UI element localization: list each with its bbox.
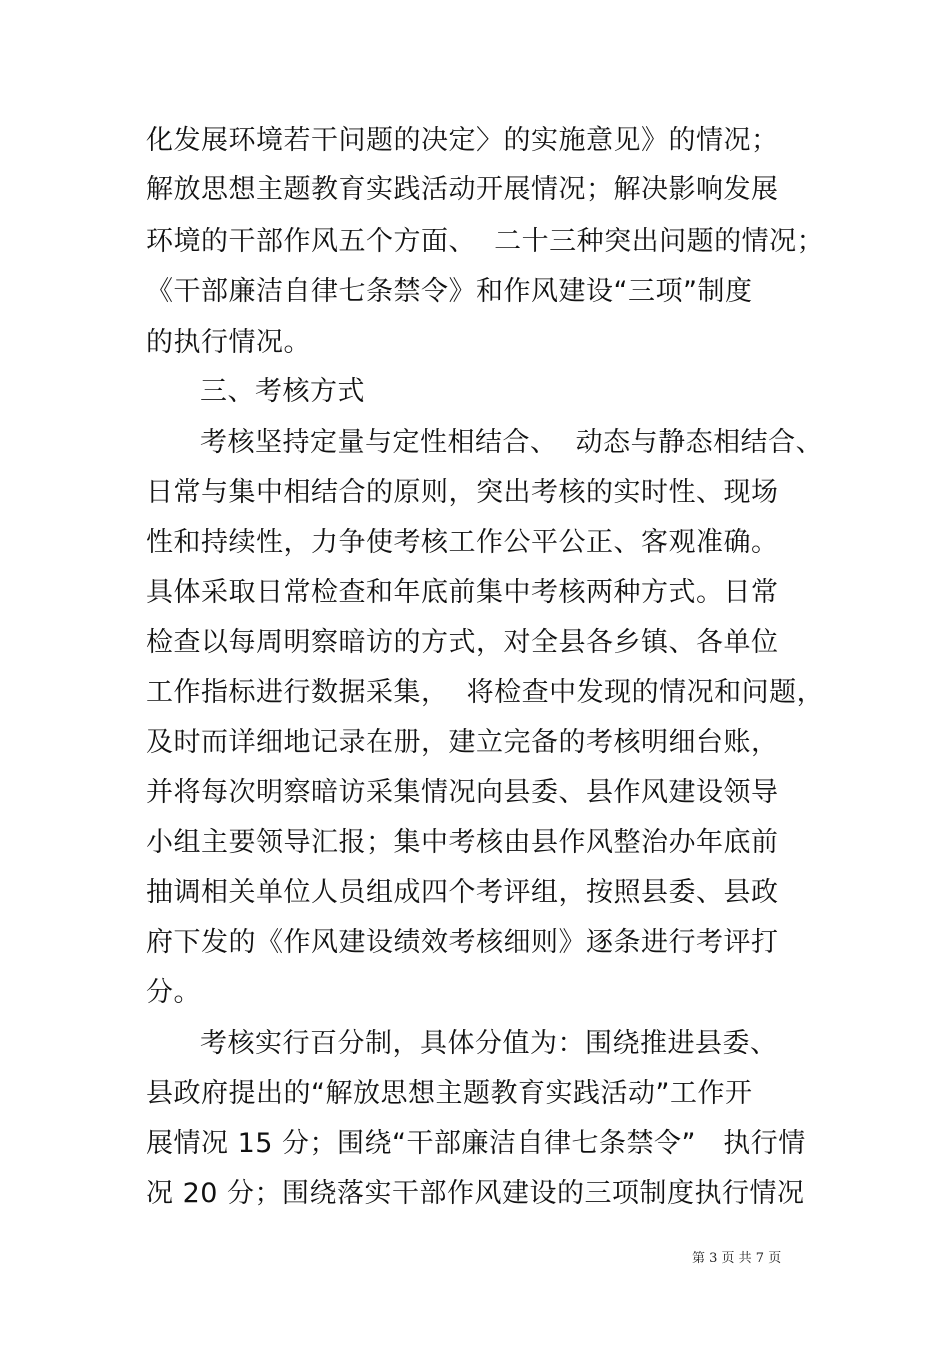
text-line-4: 《干部廉洁自律七条禁令》和作风建设“三项”制度 [146,276,753,307]
text-line-18: 分。 [146,977,201,1008]
text-line-12: 工作指标进行数据采集， 将检查中发现的情况和问题， [146,677,825,708]
text-line-20: 县政府提出的“解放思想主题教育实践活动”工作开 [146,1078,753,1109]
text-line-13: 及时而详细地记录在册，建立完备的考核明细台账， [146,727,779,758]
text-line-21: 展情况 15 分；围绕“干部廉洁自律七条禁令” 执行情 [146,1128,806,1159]
text-line-22: 况 20 分；围绕落实干部作风建设的三项制度执行情况 [146,1178,805,1209]
section-heading: 三、考核方式 [200,376,365,407]
text-line-3: 环境的干部作风五个方面、 二十三种突出问题的情况； [146,226,825,257]
text-line-5: 的执行情况。 [146,327,311,358]
text-line-16: 抽调相关单位人员组成四个考评组，按照县委、县政 [146,877,779,908]
text-line-11: 检查以每周明察暗访的方式，对全县各乡镇、各单位 [146,627,779,658]
page-number: 第 3 页 共 7 页 [692,1251,782,1266]
text-line-15: 小组主要领导汇报；集中考核由县作风整治办年底前 [146,827,779,858]
text-line-2: 解放思想主题教育实践活动开展情况；解决影响发展 [146,174,779,205]
text-line-1: 化发展环境若干问题的决定〉的实施意见》的情况； [146,125,779,156]
text-line-19: 考核实行百分制，具体分值为：围绕推进县委、 [200,1028,778,1059]
text-line-7: 考核坚持定量与定性相结合、 动态与静态相结合、 [200,427,824,458]
text-line-14: 并将每次明察暗访采集情况向县委、县作风建设领导 [146,777,779,808]
text-line-10: 具体采取日常检查和年底前集中考核两种方式。日常 [146,577,779,608]
text-line-17: 府下发的《作风建设绩效考核细则》逐条进行考评打 [146,927,779,958]
text-line-8: 日常与集中相结合的原则，突出考核的实时性、现场 [146,477,779,508]
text-line-9: 性和持续性，力争使考核工作公平公正、客观准确。 [146,527,779,558]
